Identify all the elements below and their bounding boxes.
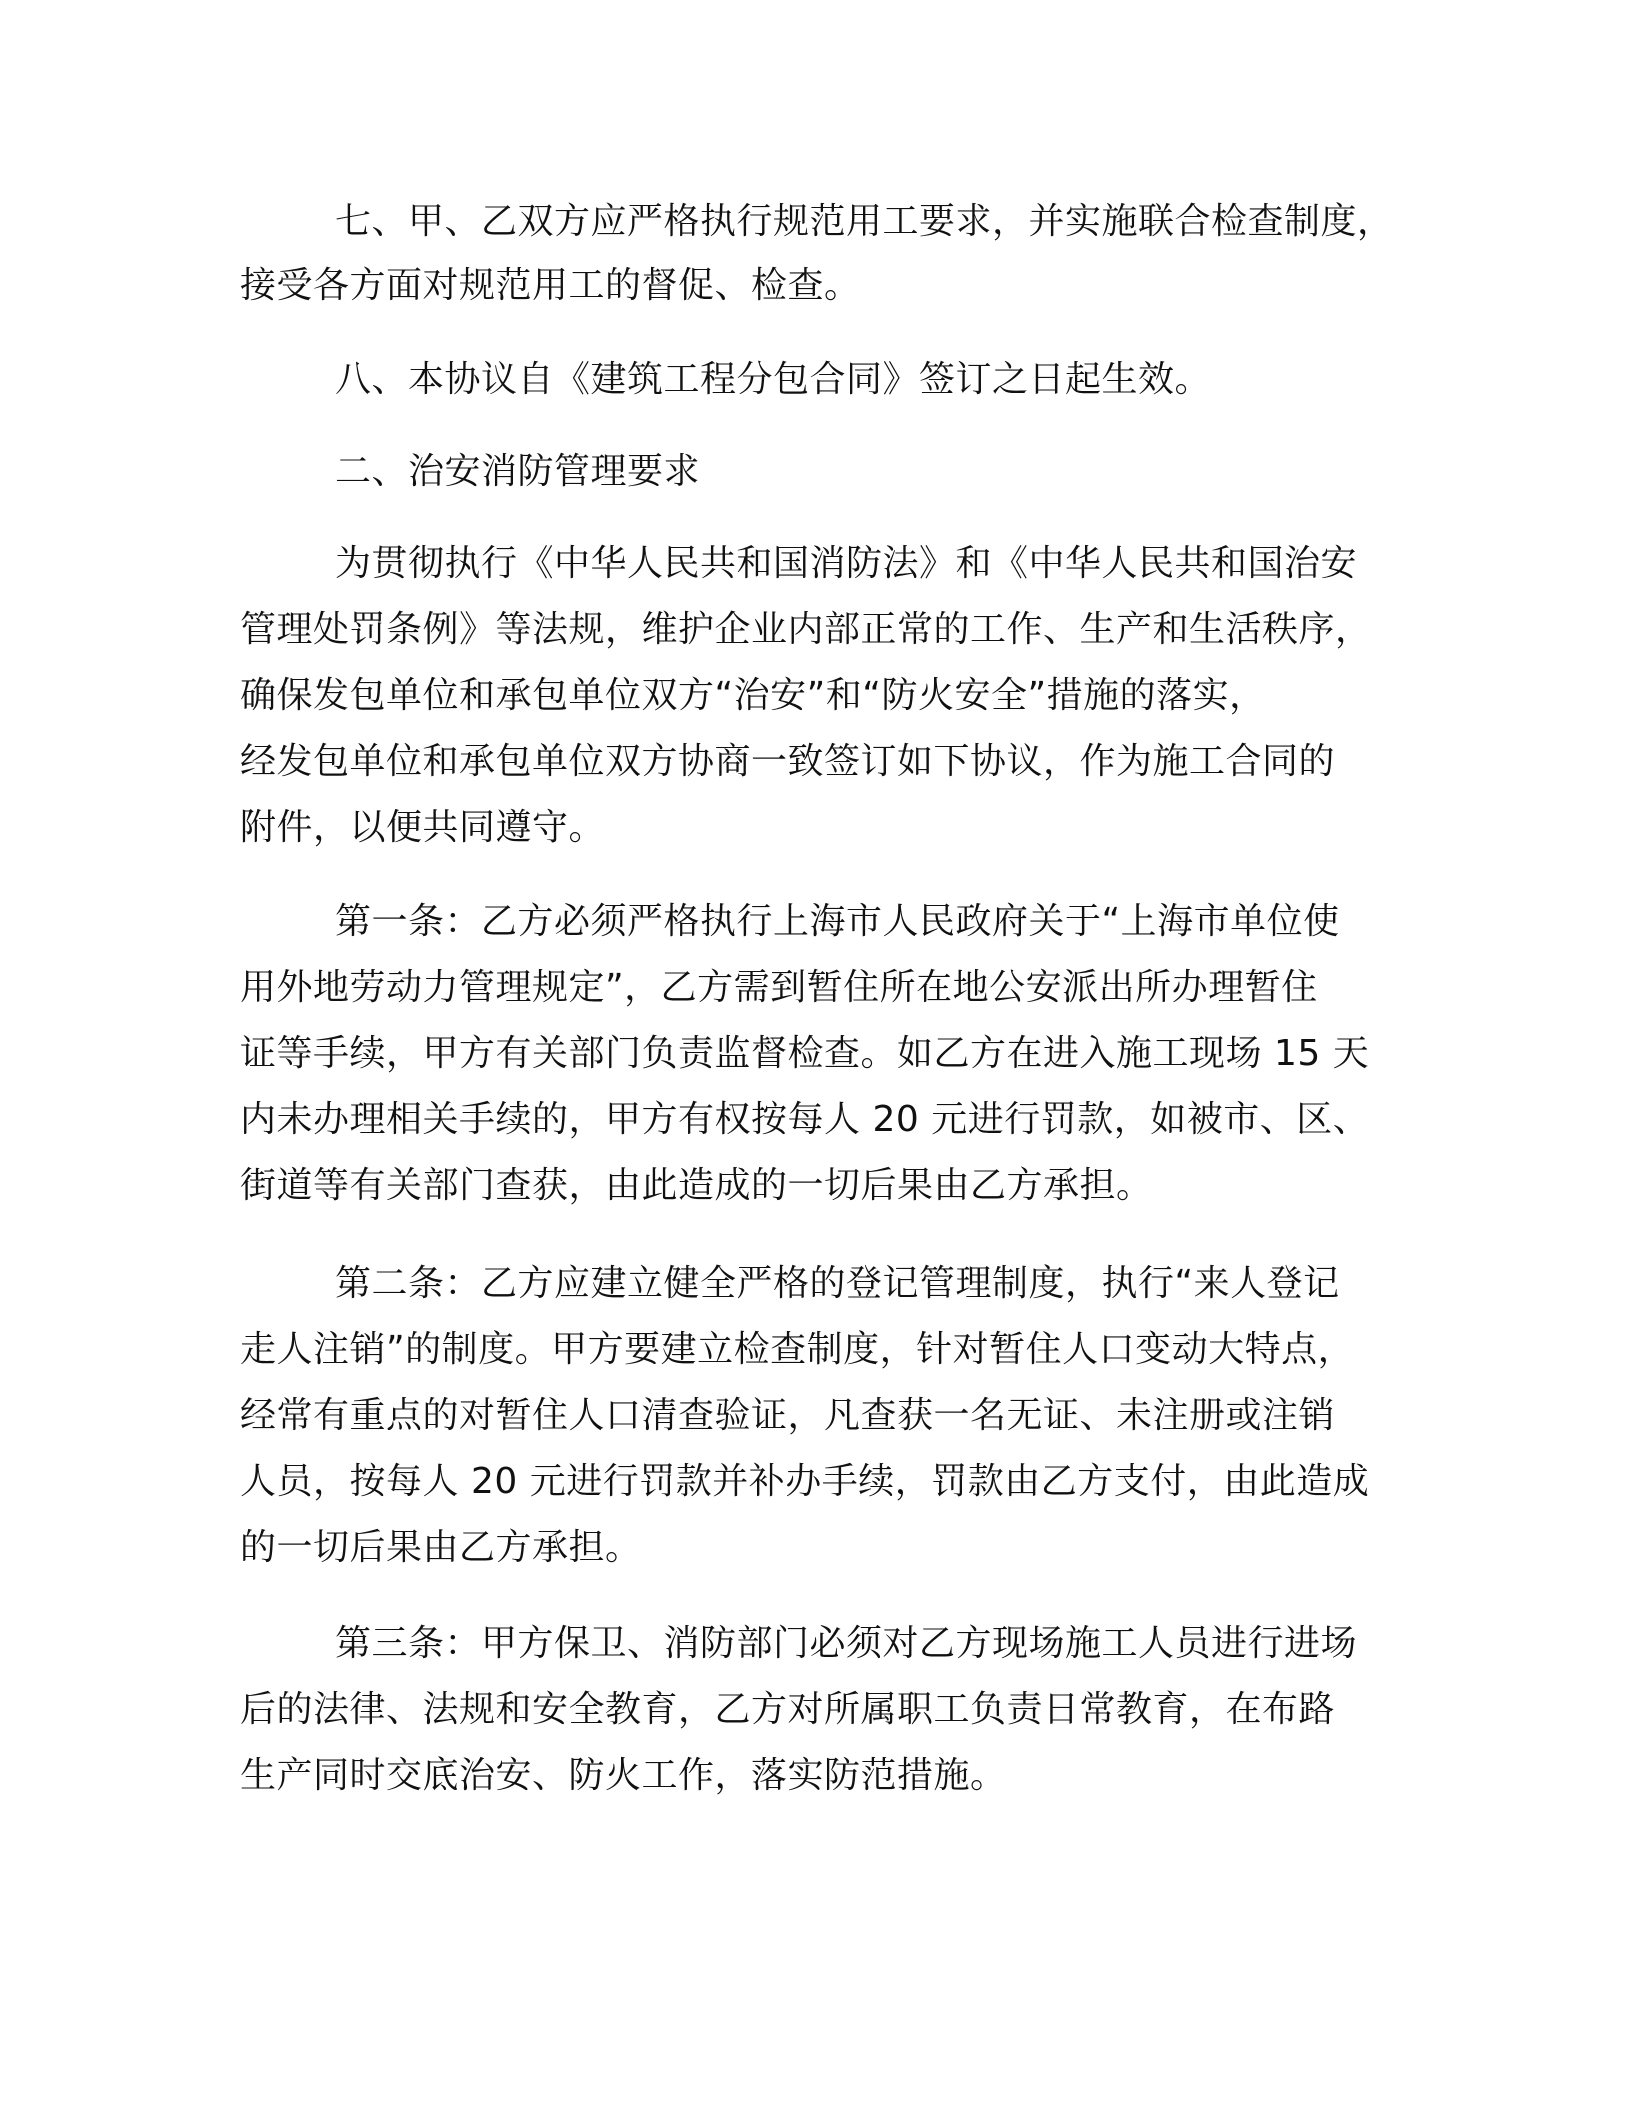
article-1-line-2: 用外地劳动力管理规定”，乙方需到暂住所在地公安派出所办理暂住 — [240, 967, 1318, 1008]
preamble-line-2: 管理处罚条例》等法规，维护企业内部正常的工作、生产和生活秩序， — [240, 609, 1372, 650]
article-3-line-2: 后的法律、法规和安全教育，乙方对所属职工负责日常教育，在布路 — [240, 1689, 1336, 1730]
article-1-line-5: 街道等有关部门查获，由此造成的一切后果由乙方承担。 — [240, 1165, 1153, 1206]
clause-7-line-2: 接受各方面对规范用工的督促、检查。 — [240, 265, 861, 306]
clause-8-line-1: 八、本协议自《建筑工程分包合同》签订之日起生效。 — [335, 359, 1212, 400]
article-1-line-1: 第一条：乙方必须严格执行上海市人民政府关于“上海市单位使 — [335, 901, 1340, 942]
preamble-line-5: 附件，以便共同遵守。 — [240, 807, 606, 848]
article-1-line-4: 内未办理相关手续的，甲方有权按每人 20 元进行罚款，如被市、区、 — [240, 1099, 1370, 1140]
article-3-line-3: 生产同时交底治安、防火工作，落实防范措施。 — [240, 1755, 1007, 1796]
article-1-line-3: 证等手续，甲方有关部门负责监督检查。如乙方在进入施工现场 15 天 — [240, 1033, 1370, 1074]
article-2-line-2: 走人注销”的制度。甲方要建立检查制度，针对暂住人口变动大特点， — [240, 1329, 1355, 1370]
preamble-line-3: 确保发包单位和承包单位双方“治安”和“防火安全”措施的落实， — [240, 675, 1266, 716]
article-2-line-3: 经常有重点的对暂住人口清查验证，凡查获一名无证、未注册或注销 — [240, 1395, 1336, 1436]
preamble-line-4: 经发包单位和承包单位双方协商一致签订如下协议，作为施工合同的 — [240, 741, 1336, 782]
section-heading-security-fire: 二、治安消防管理要求 — [335, 451, 701, 492]
article-3-line-1: 第三条：甲方保卫、消防部门必须对乙方现场施工人员进行进场 — [335, 1623, 1358, 1664]
article-2-line-4: 人员，按每人 20 元进行罚款并补办手续，罚款由乙方支付，由此造成 — [240, 1461, 1370, 1502]
article-2-line-5: 的一切后果由乙方承担。 — [240, 1527, 642, 1568]
article-2-line-1: 第二条：乙方应建立健全严格的登记管理制度，执行“来人登记 — [335, 1263, 1340, 1304]
preamble-line-1: 为贯彻执行《中华人民共和国消防法》和《中华人民共和国治安 — [335, 543, 1358, 584]
clause-7-line-1: 七、甲、乙双方应严格执行规范用工要求，并实施联合检查制度， — [335, 201, 1394, 242]
